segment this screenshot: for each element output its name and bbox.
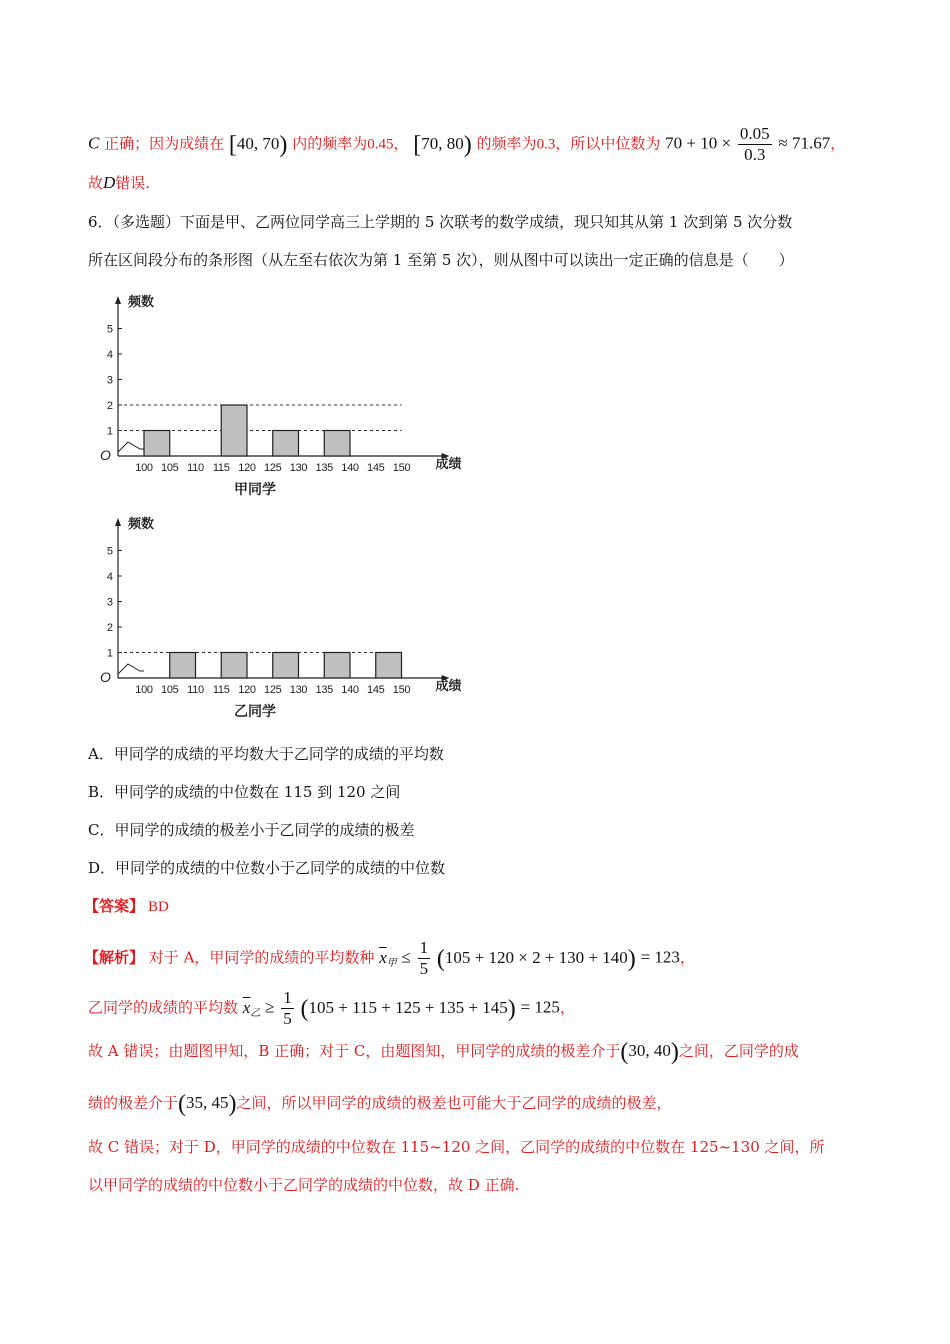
x-tick-label: 150 xyxy=(392,684,411,696)
result: = 123 xyxy=(640,947,680,967)
analysis-line-5: 故 C 错误；对于 D，甲同学的成绩的中位数在 115~120 之间，乙同学的成绩的中位数在 125~130 之间，所 xyxy=(88,1138,825,1156)
expression: 105 + 120 × 2 + 130 + 140 xyxy=(444,947,628,967)
y-axis-label: 频数 xyxy=(128,294,155,309)
prev-solution-line-1: C 正确；因为成绩在 [40, 70) 内的频率为0.45， [70, 80) 的频率为0.3，所以中位数为 70 + 10 × $\frac{0.05}{0.3}$ ≈ 71.67， xyxy=(88,124,846,164)
origin-label: O xyxy=(100,447,111,463)
bar xyxy=(221,653,247,679)
subscript: 甲 xyxy=(386,957,397,969)
origin-label: O xyxy=(100,669,111,685)
analysis-line-2: 乙同学的成绩的平均数 $\overline{x}_乙$ ≥ $\frac{1}{5}$ (105 + 115 + 125 + 135 + 145) = 125， xyxy=(88,988,575,1028)
x-tick-label: 145 xyxy=(367,684,385,696)
x-tick-label: 140 xyxy=(341,462,359,474)
x-tick-label: 120 xyxy=(238,684,256,696)
interval: 40, 70 xyxy=(236,133,280,153)
text: 之间，所以甲同学的成绩的极差也可能大于乙同学的成绩的极差， xyxy=(236,1094,672,1112)
y-tick-label: 5 xyxy=(106,545,113,558)
x-tick-label: 115 xyxy=(212,462,230,474)
punct: ， xyxy=(393,134,409,153)
expression: 105 + 115 + 125 + 135 + 145 xyxy=(308,997,508,1017)
y-tick-label: 5 xyxy=(106,323,113,336)
x-tick-label: 110 xyxy=(187,462,204,474)
expression: 70 + 10 × xyxy=(665,133,732,153)
x-tick-label: 100 xyxy=(135,462,153,474)
chart-title: 乙同学 xyxy=(234,703,276,719)
chart-yi xyxy=(88,514,468,728)
analysis-line-4: 绩的极差介于(35, 45)之间，所以甲同学的成绩的极差也可能大于乙同学的成绩的极差， xyxy=(88,1091,672,1117)
axis-break xyxy=(118,664,144,674)
x-tick-label: 125 xyxy=(264,684,282,696)
option-letter: C xyxy=(88,133,100,153)
text: 内的频率为 xyxy=(292,134,368,153)
bar xyxy=(144,431,170,457)
value: 0.45 xyxy=(367,136,394,153)
analysis-line-1: 【解析】 对于 A，甲同学的成绩的平均数种 $\overline{x}_甲$ ≤ $\frac{1}{5}$ (105 + 120 × 2 + 130 + 140) = 123， xyxy=(84,938,695,978)
x-tick-label: 125 xyxy=(264,462,282,474)
question-line-1: 6．（多选题）下面是甲、乙两位同学高三上学期的 5 次联考的数学成绩，现只知其从第 1 次到第 5 次分数 xyxy=(88,213,793,231)
bar xyxy=(273,431,299,457)
answer-label: 【答案】 xyxy=(84,897,145,915)
x-tick-label: 135 xyxy=(315,684,333,696)
x-tick-label: 100 xyxy=(135,684,153,696)
chart-title: 甲同学 xyxy=(234,481,276,497)
text: 故 xyxy=(88,174,104,192)
analysis-line-6: 以甲同学的成绩的中位数小于乙同学的成绩的中位数，故 D 正确. xyxy=(88,1176,520,1194)
bar xyxy=(324,653,350,679)
y-tick-label: 4 xyxy=(106,571,113,583)
fraction: $\frac{1}{5}$ xyxy=(283,988,292,1028)
prev-solution-line-2 xyxy=(88,172,150,194)
answer-value: BD xyxy=(148,899,169,915)
y-tick-label: 4 xyxy=(106,349,113,361)
text: 的频率为 xyxy=(476,134,537,153)
text: 之间，乙同学的成 xyxy=(678,1042,799,1060)
interval: 70, 80 xyxy=(421,133,464,153)
x-tick-label: 105 xyxy=(161,684,179,696)
interval: 35, 45 xyxy=(186,1093,229,1112)
x-tick-label: 130 xyxy=(289,462,308,474)
x-tick-label: 105 xyxy=(161,462,179,474)
option-c: C．甲同学的成绩的极差小于乙同学的成绩的极差 xyxy=(88,821,415,839)
analysis-line-3: 故 A 错误；由题图甲知，B 正确；对于 C，由题图知，甲同学的成绩的极差介于(30, 40)之间，乙同学的成 xyxy=(88,1039,799,1065)
interval: 30, 40 xyxy=(628,1041,671,1060)
x-axis-label: 成绩 xyxy=(435,678,462,693)
bar xyxy=(376,653,402,679)
expression: ≈ 71.67 xyxy=(778,133,831,153)
fraction: $\frac{0.05}{0.3}$ xyxy=(739,124,770,164)
text: 错误. xyxy=(115,174,151,192)
y-tick-label: 1 xyxy=(106,647,113,660)
text: 故 A 错误；由题图甲知，B 正确；对于 C，由题图知，甲同学的成绩的极差介于 xyxy=(88,1042,621,1060)
result: = 125 xyxy=(520,997,560,1017)
question-line-2: 所在区间段分布的条形图（从左至右依次为第 1 至第 5 次），则从图中可以读出一定正确的信息是（ ） xyxy=(88,251,794,269)
punct: ， xyxy=(830,134,846,153)
mean-symbol: $\overline{x}$ xyxy=(242,997,251,1017)
bar xyxy=(324,431,350,457)
axis-break xyxy=(118,442,144,452)
analysis-label: 【解析】 xyxy=(84,948,145,967)
x-tick-label: 150 xyxy=(392,462,411,474)
y-axis-arrow xyxy=(115,518,121,526)
bar-chart-yi xyxy=(88,514,468,724)
option-letter: D xyxy=(103,173,116,192)
option-d: D．甲同学的成绩的中位数小于乙同学的成绩的中位数 xyxy=(88,859,446,877)
bar xyxy=(221,405,247,456)
text: 乙同学的成绩的平均数 xyxy=(88,998,239,1017)
text: ，所以中位数为 xyxy=(555,134,661,153)
relation: ≥ xyxy=(265,997,275,1017)
chart-jia xyxy=(88,292,468,506)
y-axis-label: 频数 xyxy=(128,516,155,531)
x-axis-label: 成绩 xyxy=(435,456,462,471)
x-tick-label: 115 xyxy=(212,684,230,696)
y-tick-label: 3 xyxy=(106,596,113,609)
y-axis-arrow xyxy=(115,296,121,304)
y-tick-label: 2 xyxy=(106,400,113,412)
text: 绩的极差介于 xyxy=(88,1094,179,1112)
bar xyxy=(273,653,299,679)
subscript: 乙 xyxy=(250,1007,261,1019)
y-tick-label: 3 xyxy=(106,374,113,387)
option-b: B．甲同学的成绩的中位数在 115 到 120 之间 xyxy=(88,783,401,801)
x-tick-label: 135 xyxy=(315,462,333,474)
bar xyxy=(170,653,196,679)
x-tick-label: 140 xyxy=(341,684,359,696)
text: 正确；因为成绩在 xyxy=(104,134,225,153)
y-tick-label: 2 xyxy=(106,622,113,634)
answer xyxy=(84,895,169,918)
text: 对于 A，甲同学的成绩的平均数种 xyxy=(148,948,375,967)
option-a: A．甲同学的成绩的平均数大于乙同学的成绩的平均数 xyxy=(88,745,444,763)
x-tick-label: 145 xyxy=(367,462,385,474)
relation: ≤ xyxy=(401,947,411,967)
y-tick-label: 1 xyxy=(106,425,113,438)
x-tick-label: 110 xyxy=(187,684,204,696)
x-tick-label: 130 xyxy=(289,684,308,696)
fraction: $\frac{1}{5}$ xyxy=(419,938,429,978)
punct: ， xyxy=(559,998,575,1017)
mean-symbol: $\overline{x}$ xyxy=(379,947,387,967)
value: 0.3 xyxy=(536,136,556,153)
x-tick-label: 120 xyxy=(238,462,256,474)
punct: ， xyxy=(679,948,695,967)
bar-chart-jia xyxy=(88,292,468,502)
